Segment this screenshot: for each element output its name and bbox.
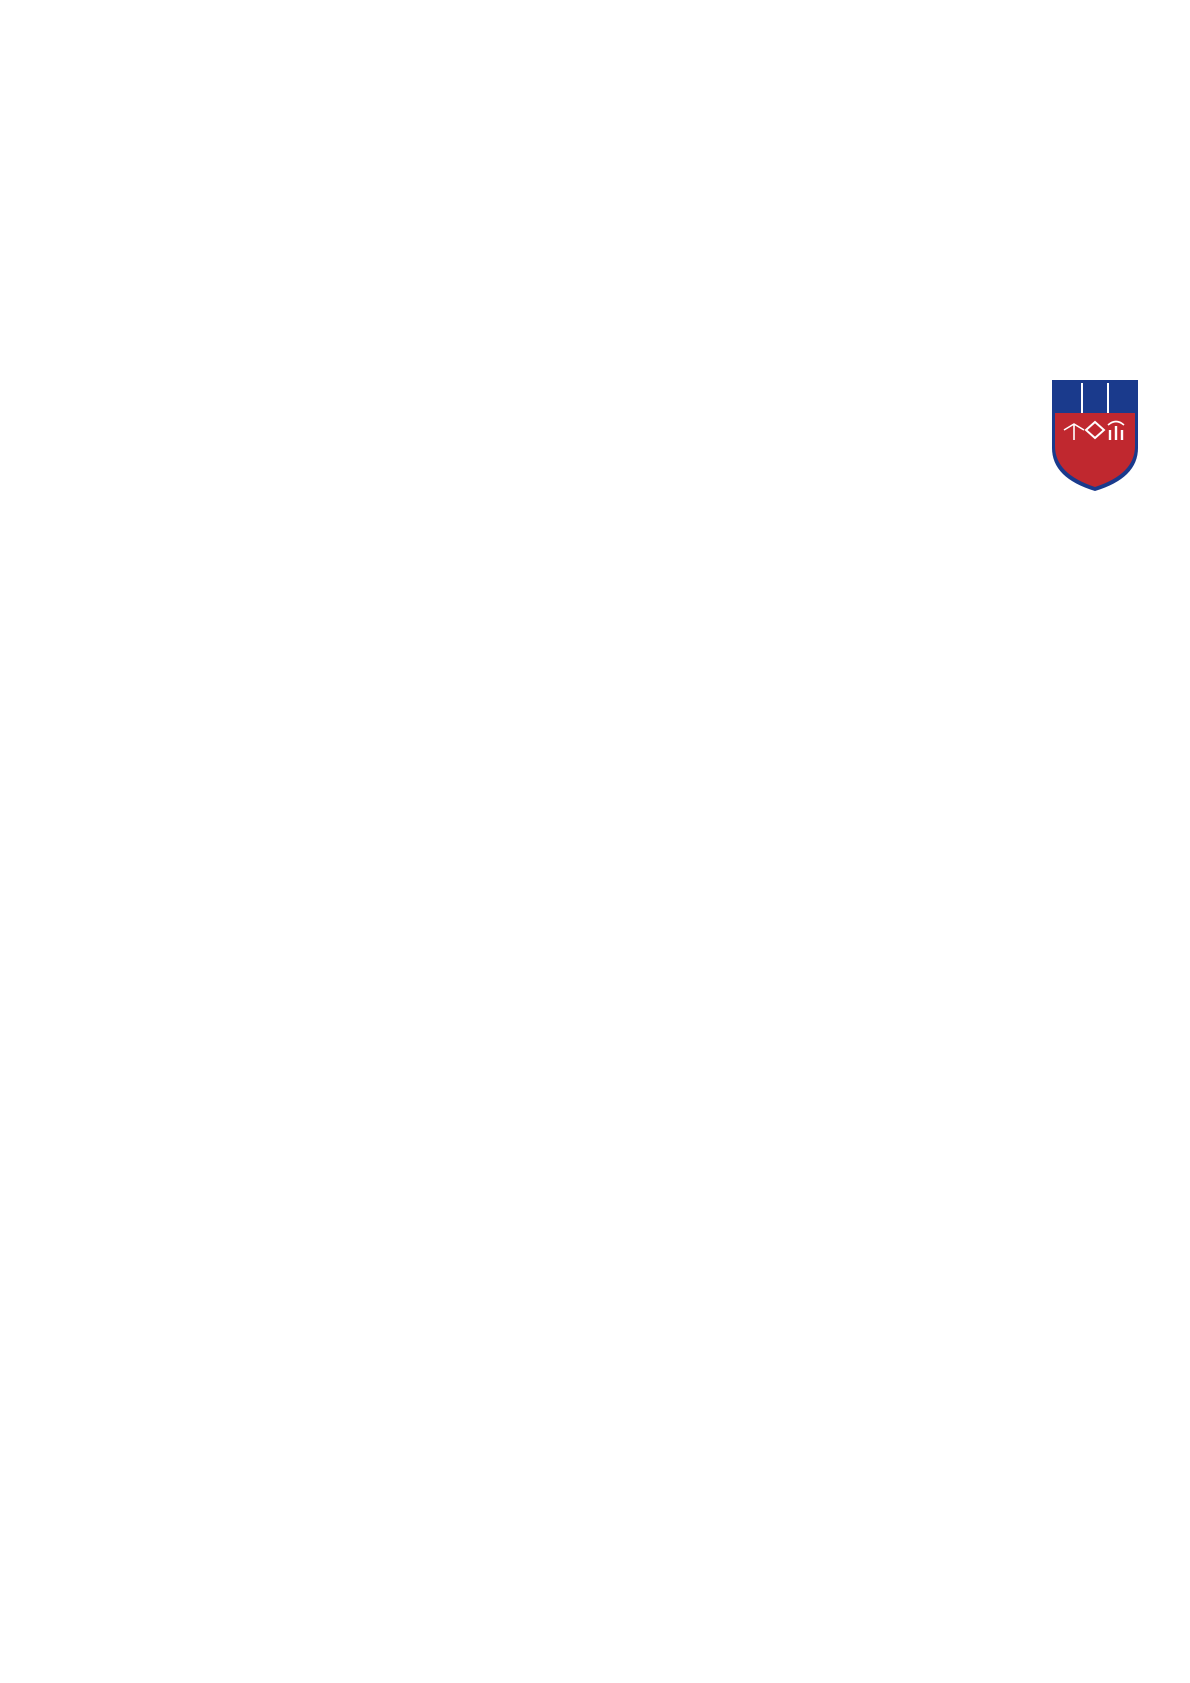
hub-shield-icon	[1050, 378, 1140, 493]
qr-code-icon	[1054, 498, 1136, 580]
hub-logo	[1050, 378, 1140, 618]
